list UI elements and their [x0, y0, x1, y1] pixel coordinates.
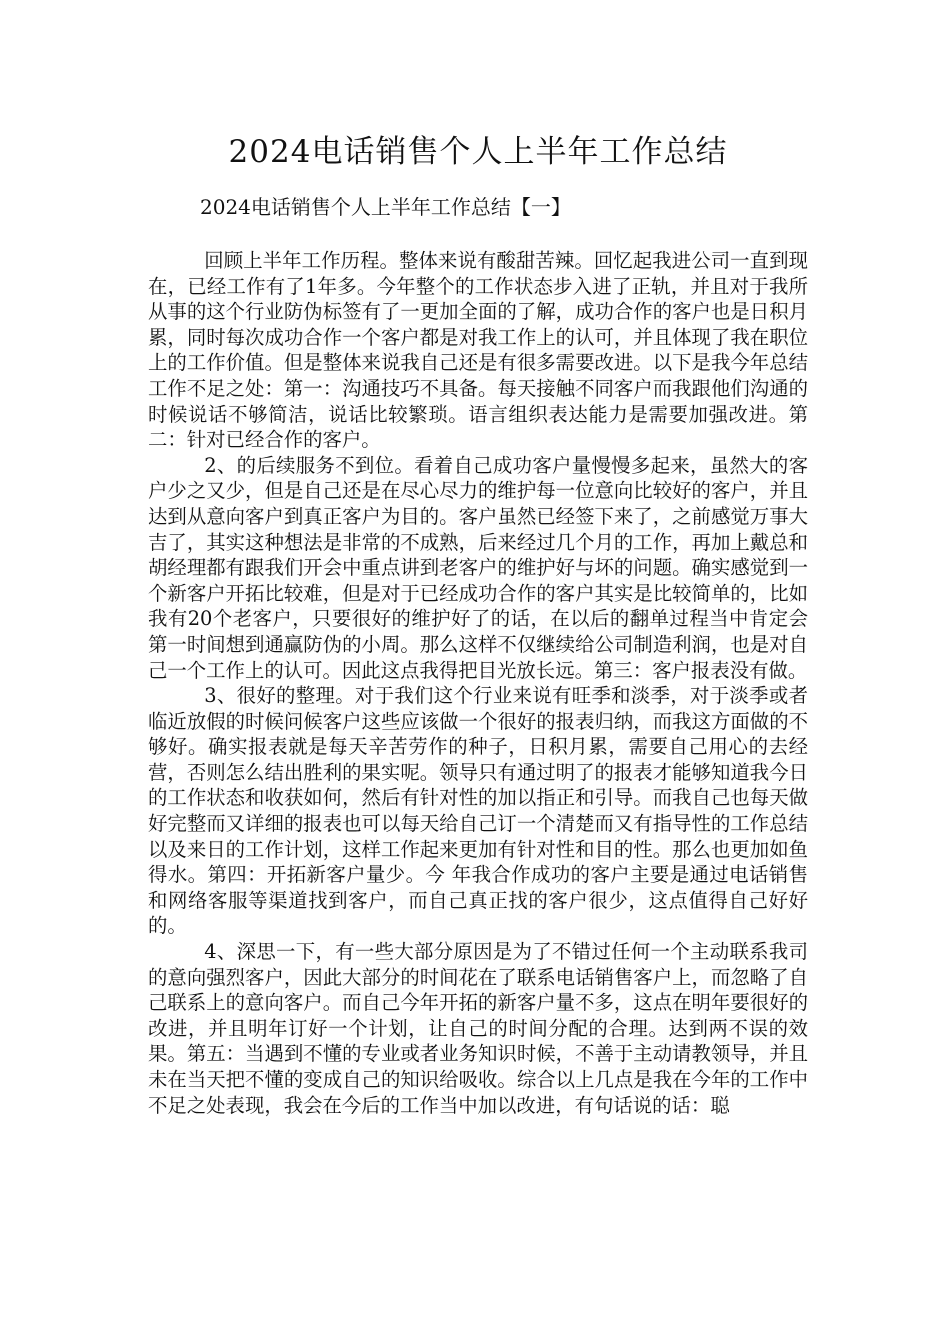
document-title: 2024电话销售个人上半年工作总结	[228, 134, 728, 170]
paragraph-intro: 回顾上半年工作历程。整体来说有酸甜苦辣。回忆起我进公司一直到现在，已经工作有了1年多。今年整个的工作状态步入进了正轨，并且对于我所从事的这个行业防伪标签有了一更加全面的了解，成功合作的客户也是日积月累，同时每次成功合作一个客户都是对我工作上的认可，并且体现了我在职位上的工作价值。但是整体来说我自己还是有很多需要改进。以下是我今年总结工作不足之处：第一：沟通技巧不具备。每天接触不同客户而我跟他们沟通的时候说话不够简洁，说话比较繁琐。语言组织表达能力是需要加强改进。第二：针对已经合作的客户。	[148, 249, 808, 452]
paragraph-3: 3、很好的整理。对于我们这个行业来说有旺季和淡季，对于淡季或者临近放假的时候问候客户这些应该做一个很好的报表归纳，而我这方面做的不够好。确实报表就是每天辛苦劳作的种子，日积月累，需要自己用心的去经营，否则怎么结出胜利的果实呢。领导只有通过明了的报表才能够知道我今日的工作状态和收获如何，然后有针对性的加以指正和引导。而我自己也每天做好完整而又详细的报表也可以每天给自己订一个清楚而又有指导性的工作总结以及来日的工作计划，这样工作起来更加有针对性和目的性。那么也更加如鱼得水。第四：开拓新客户量少。今 年我合作成功的客户主要是通过电话销售和网络客服等渠道找到客户，而自己真正找的客户很少，这点值得自己好好的。	[148, 684, 808, 938]
paragraph-4: 4、深思一下，有一些大部分原因是为了不错过任何一个主动联系我司的意向强烈客户，因此大部分的时间花在了联系电话销售客户上，而忽略了自己联系上的意向客户。而自己今年开拓的新客户量不多，这点在明年要很好的改进，并且明年订好一个计划，让自己的时间分配的合理。达到两不误的效果。第五：当遇到不懂的专业或者业务知识时候，不善于主动请教领导，并且未在当天把不懂的变成自己的知识给吸收。综合以上几点是我在今年的工作中不足之处表现，我会在今后的工作当中加以改进，有句话说的话：聪	[148, 940, 808, 1117]
document-page	[148, 0, 808, 1118]
section-heading: 2024电话销售个人上半年工作总结【一】	[200, 195, 571, 219]
document-body	[148, 248, 808, 1118]
paragraph-2: 2、的后续服务不到位。看着自己成功客户量慢慢多起来，虽然大的客户少之又少，但是自己还是在尽心尽力的维护每一位意向比较好的客户，并且达到从意向客户到真正客户为目的。客户虽然已经签下来了，之前感觉万事大吉了，其实这种想法是非常的不成熟，后来经过几个月的工作，再加上戴总和胡经理都有跟我们开会中重点讲到老客户的维护好与坏的问题。确实感觉到一个新客户开拓比较难，但是对于已经成功合作的客户其实是比较简单的，比如我有20个老客户，只要很好的维护好了的话，在以后的翻单过程当中肯定会第一时间想到通赢防伪的小周。那么这样不仅继续给公司制造利润，也是对自己一个工作上的认可。因此这点我得把目光放长远。第三：客户报表没有做。	[148, 453, 808, 682]
